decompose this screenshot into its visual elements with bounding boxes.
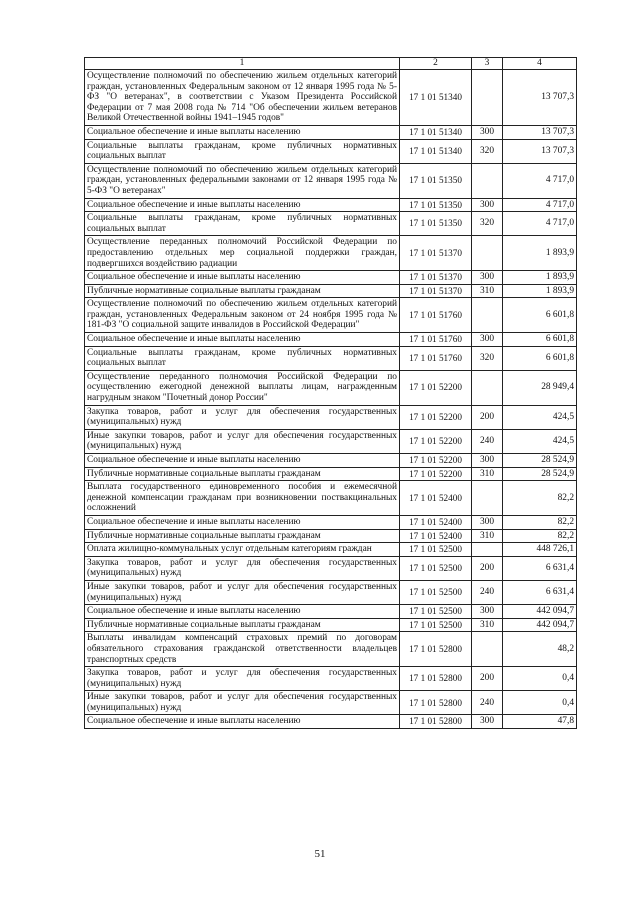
row-name-cell: Социальное обеспечение и иные выплаты населению <box>85 715 400 729</box>
row-name-cell: Социальные выплаты гражданам, кроме публичных нормативных социальных выплат <box>85 346 400 370</box>
row-name-cell: Социальное обеспечение и иные выплаты населению <box>85 125 400 139</box>
row-code-cell: 17 1 01 52200 <box>400 405 472 429</box>
row-name-cell: Публичные нормативные социальные выплаты гражданам <box>85 618 400 632</box>
row-code-cell: 17 1 01 51760 <box>400 346 472 370</box>
row-code-cell: 17 1 01 52500 <box>400 580 472 604</box>
row-name-cell: Публичные нормативные социальные выплаты гражданам <box>85 467 400 481</box>
table-row <box>85 632 577 667</box>
table-row <box>85 298 577 333</box>
row-name-cell: Оплата жилищно-коммунальных услуг отдельным категориям граждан <box>85 543 400 557</box>
row-code-cell: 17 1 01 52500 <box>400 543 472 557</box>
row-name-cell: Социальное обеспечение и иные выплаты населению <box>85 198 400 212</box>
row-code-cell: 17 1 01 51760 <box>400 298 472 333</box>
row-type-cell: 310 <box>472 529 503 543</box>
row-type-cell: 320 <box>472 139 503 163</box>
row-amount-cell: 424,5 <box>503 405 577 429</box>
row-code-cell: 17 1 01 51340 <box>400 125 472 139</box>
table-row <box>85 405 577 429</box>
table-row <box>85 691 577 715</box>
row-name-cell: Осуществление полномочий по обеспечению жильем отдельных категорий граждан, установленных федеральными законами от 12 января 1995 года № 5-ФЗ "О ветеранах" <box>85 163 400 198</box>
row-amount-cell: 442 094,7 <box>503 618 577 632</box>
row-type-cell: 240 <box>472 691 503 715</box>
table-row <box>85 556 577 580</box>
column-header-3: 3 <box>472 58 503 70</box>
row-amount-cell: 448 726,1 <box>503 543 577 557</box>
row-code-cell: 17 1 01 51340 <box>400 139 472 163</box>
table-row <box>85 529 577 543</box>
row-type-cell: 320 <box>472 346 503 370</box>
row-code-cell: 17 1 01 52200 <box>400 429 472 453</box>
row-code-cell: 17 1 01 51370 <box>400 284 472 298</box>
row-amount-cell: 6 601,8 <box>503 298 577 333</box>
row-amount-cell: 6 631,4 <box>503 580 577 604</box>
table-row <box>85 346 577 370</box>
table-row <box>85 370 577 405</box>
row-amount-cell: 4 717,0 <box>503 212 577 236</box>
row-name-cell: Социальное обеспечение и иные выплаты населению <box>85 271 400 285</box>
row-code-cell: 17 1 01 52400 <box>400 515 472 529</box>
table-row <box>85 333 577 347</box>
table-row <box>85 236 577 271</box>
row-type-cell: 240 <box>472 580 503 604</box>
row-type-cell: 200 <box>472 556 503 580</box>
budget-table <box>84 57 577 729</box>
row-code-cell: 17 1 01 52200 <box>400 454 472 468</box>
row-type-cell: 310 <box>472 467 503 481</box>
row-type-cell: 300 <box>472 605 503 619</box>
row-type-cell: 300 <box>472 198 503 212</box>
table-row <box>85 271 577 285</box>
row-amount-cell: 48,2 <box>503 632 577 667</box>
table-row <box>85 454 577 468</box>
row-code-cell: 17 1 01 51350 <box>400 163 472 198</box>
row-type-cell <box>472 163 503 198</box>
table-row <box>85 580 577 604</box>
row-type-cell: 310 <box>472 284 503 298</box>
row-type-cell <box>472 543 503 557</box>
row-code-cell: 17 1 01 51370 <box>400 271 472 285</box>
table-row <box>85 543 577 557</box>
row-amount-cell: 28 524,9 <box>503 467 577 481</box>
row-code-cell: 17 1 01 51350 <box>400 212 472 236</box>
row-amount-cell: 0,4 <box>503 691 577 715</box>
row-type-cell: 240 <box>472 429 503 453</box>
row-amount-cell: 6 601,8 <box>503 346 577 370</box>
row-name-cell: Иные закупки товаров, работ и услуг для обеспечения государственных (муниципальных) нужд <box>85 429 400 453</box>
row-code-cell: 17 1 01 51350 <box>400 198 472 212</box>
row-name-cell: Выплата государственного единовременного пособия и ежемесячной денежной компенсации гражданам при возникновении поствакцинальных осложнений <box>85 481 400 516</box>
row-type-cell: 300 <box>472 454 503 468</box>
row-type-cell: 310 <box>472 618 503 632</box>
table-row <box>85 467 577 481</box>
table-row <box>85 212 577 236</box>
table-row <box>85 125 577 139</box>
row-amount-cell: 28 524,9 <box>503 454 577 468</box>
row-code-cell: 17 1 01 52400 <box>400 529 472 543</box>
table-row <box>85 429 577 453</box>
row-type-cell: 200 <box>472 667 503 691</box>
row-name-cell: Публичные нормативные социальные выплаты гражданам <box>85 284 400 298</box>
table-row <box>85 139 577 163</box>
row-amount-cell: 1 893,9 <box>503 236 577 271</box>
row-code-cell: 17 1 01 51760 <box>400 333 472 347</box>
table-row <box>85 515 577 529</box>
row-type-cell <box>472 370 503 405</box>
table-row <box>85 198 577 212</box>
row-name-cell: Социальные выплаты гражданам, кроме публичных нормативных социальных выплат <box>85 212 400 236</box>
row-name-cell: Закупка товаров, работ и услуг для обеспечения государственных (муниципальных) нужд <box>85 405 400 429</box>
row-name-cell: Осуществление полномочий по обеспечению жильем отдельных категорий граждан, установленных Федеральным законом от 12 января 1995 года № 5-ФЗ "О ветеранах", в соответствии с Указом Президента Российской Федерации от 7 мая 2008 года № 714 "Об обеспечении жильем ветеранов Великой Отечественной войны 1941–1945 годов" <box>85 70 400 126</box>
table-row <box>85 667 577 691</box>
document-page <box>84 57 576 729</box>
row-type-cell: 300 <box>472 333 503 347</box>
row-name-cell: Социальное обеспечение и иные выплаты населению <box>85 333 400 347</box>
row-name-cell: Социальное обеспечение и иные выплаты населению <box>85 515 400 529</box>
row-amount-cell: 424,5 <box>503 429 577 453</box>
table-body <box>85 70 577 729</box>
row-name-cell: Закупка товаров, работ и услуг для обеспечения государственных (муниципальных) нужд <box>85 667 400 691</box>
row-amount-cell: 6 601,8 <box>503 333 577 347</box>
row-code-cell: 17 1 01 52400 <box>400 481 472 516</box>
row-type-cell: 300 <box>472 715 503 729</box>
row-code-cell: 17 1 01 52200 <box>400 467 472 481</box>
row-amount-cell: 0,4 <box>503 667 577 691</box>
table-row <box>85 618 577 632</box>
row-name-cell: Осуществление переданных полномочий Российской Федерации по предоставлению отдельных мер социальной поддержки граждан, подвергшихся воздействию радиации <box>85 236 400 271</box>
row-code-cell: 17 1 01 51340 <box>400 70 472 126</box>
row-code-cell: 17 1 01 52800 <box>400 715 472 729</box>
row-amount-cell: 82,2 <box>503 529 577 543</box>
row-amount-cell: 13 707,3 <box>503 125 577 139</box>
row-type-cell <box>472 70 503 126</box>
row-name-cell: Социальное обеспечение и иные выплаты населению <box>85 605 400 619</box>
row-code-cell: 17 1 01 52500 <box>400 605 472 619</box>
row-amount-cell: 4 717,0 <box>503 163 577 198</box>
table-row <box>85 163 577 198</box>
row-amount-cell: 1 893,9 <box>503 271 577 285</box>
row-name-cell: Закупка товаров, работ и услуг для обеспечения государственных (муниципальных) нужд <box>85 556 400 580</box>
row-type-cell: 200 <box>472 405 503 429</box>
row-code-cell: 17 1 01 52800 <box>400 691 472 715</box>
table-row <box>85 70 577 126</box>
column-header-2: 2 <box>400 58 472 70</box>
row-type-cell: 300 <box>472 125 503 139</box>
table-row <box>85 481 577 516</box>
row-code-cell: 17 1 01 52500 <box>400 618 472 632</box>
row-code-cell: 17 1 01 52800 <box>400 667 472 691</box>
row-name-cell: Иные закупки товаров, работ и услуг для обеспечения государственных (муниципальных) нужд <box>85 580 400 604</box>
row-name-cell: Выплаты инвалидам компенсаций страховых премий по договорам обязательного страхования гражданской ответственности владельцев транспортных средств <box>85 632 400 667</box>
row-amount-cell: 4 717,0 <box>503 198 577 212</box>
row-name-cell: Иные закупки товаров, работ и услуг для обеспечения государственных (муниципальных) нужд <box>85 691 400 715</box>
row-type-cell <box>472 236 503 271</box>
table-row <box>85 715 577 729</box>
row-name-cell: Осуществление переданного полномочия Российской Федерации по осуществлению ежегодной денежной выплаты лицам, награжденным нагрудным знаком "Почетный донор России" <box>85 370 400 405</box>
row-amount-cell: 82,2 <box>503 515 577 529</box>
row-name-cell: Социальное обеспечение и иные выплаты населению <box>85 454 400 468</box>
header-row <box>85 58 577 70</box>
row-name-cell: Публичные нормативные социальные выплаты гражданам <box>85 529 400 543</box>
row-code-cell: 17 1 01 52800 <box>400 632 472 667</box>
row-type-cell: 300 <box>472 271 503 285</box>
row-name-cell: Осуществление полномочий по обеспечению жильем отдельных категорий граждан, установленных Федеральным законом от 24 ноября 1995 года № 181-ФЗ "О социальной защите инвалидов в Российской Федерации" <box>85 298 400 333</box>
row-type-cell <box>472 298 503 333</box>
row-amount-cell: 1 893,9 <box>503 284 577 298</box>
table-row <box>85 284 577 298</box>
row-amount-cell: 13 707,3 <box>503 70 577 126</box>
row-name-cell: Социальные выплаты гражданам, кроме публичных нормативных социальных выплат <box>85 139 400 163</box>
row-type-cell: 320 <box>472 212 503 236</box>
page-number: 51 <box>314 848 326 860</box>
row-code-cell: 17 1 01 52500 <box>400 556 472 580</box>
row-amount-cell: 28 949,4 <box>503 370 577 405</box>
row-amount-cell: 6 631,4 <box>503 556 577 580</box>
row-amount-cell: 13 707,3 <box>503 139 577 163</box>
row-amount-cell: 442 094,7 <box>503 605 577 619</box>
row-type-cell <box>472 632 503 667</box>
row-amount-cell: 47,8 <box>503 715 577 729</box>
column-header-4: 4 <box>503 58 577 70</box>
column-header-1: 1 <box>85 58 400 70</box>
row-code-cell: 17 1 01 52200 <box>400 370 472 405</box>
row-amount-cell: 82,2 <box>503 481 577 516</box>
row-type-cell: 300 <box>472 515 503 529</box>
row-code-cell: 17 1 01 51370 <box>400 236 472 271</box>
table-row <box>85 605 577 619</box>
row-type-cell <box>472 481 503 516</box>
